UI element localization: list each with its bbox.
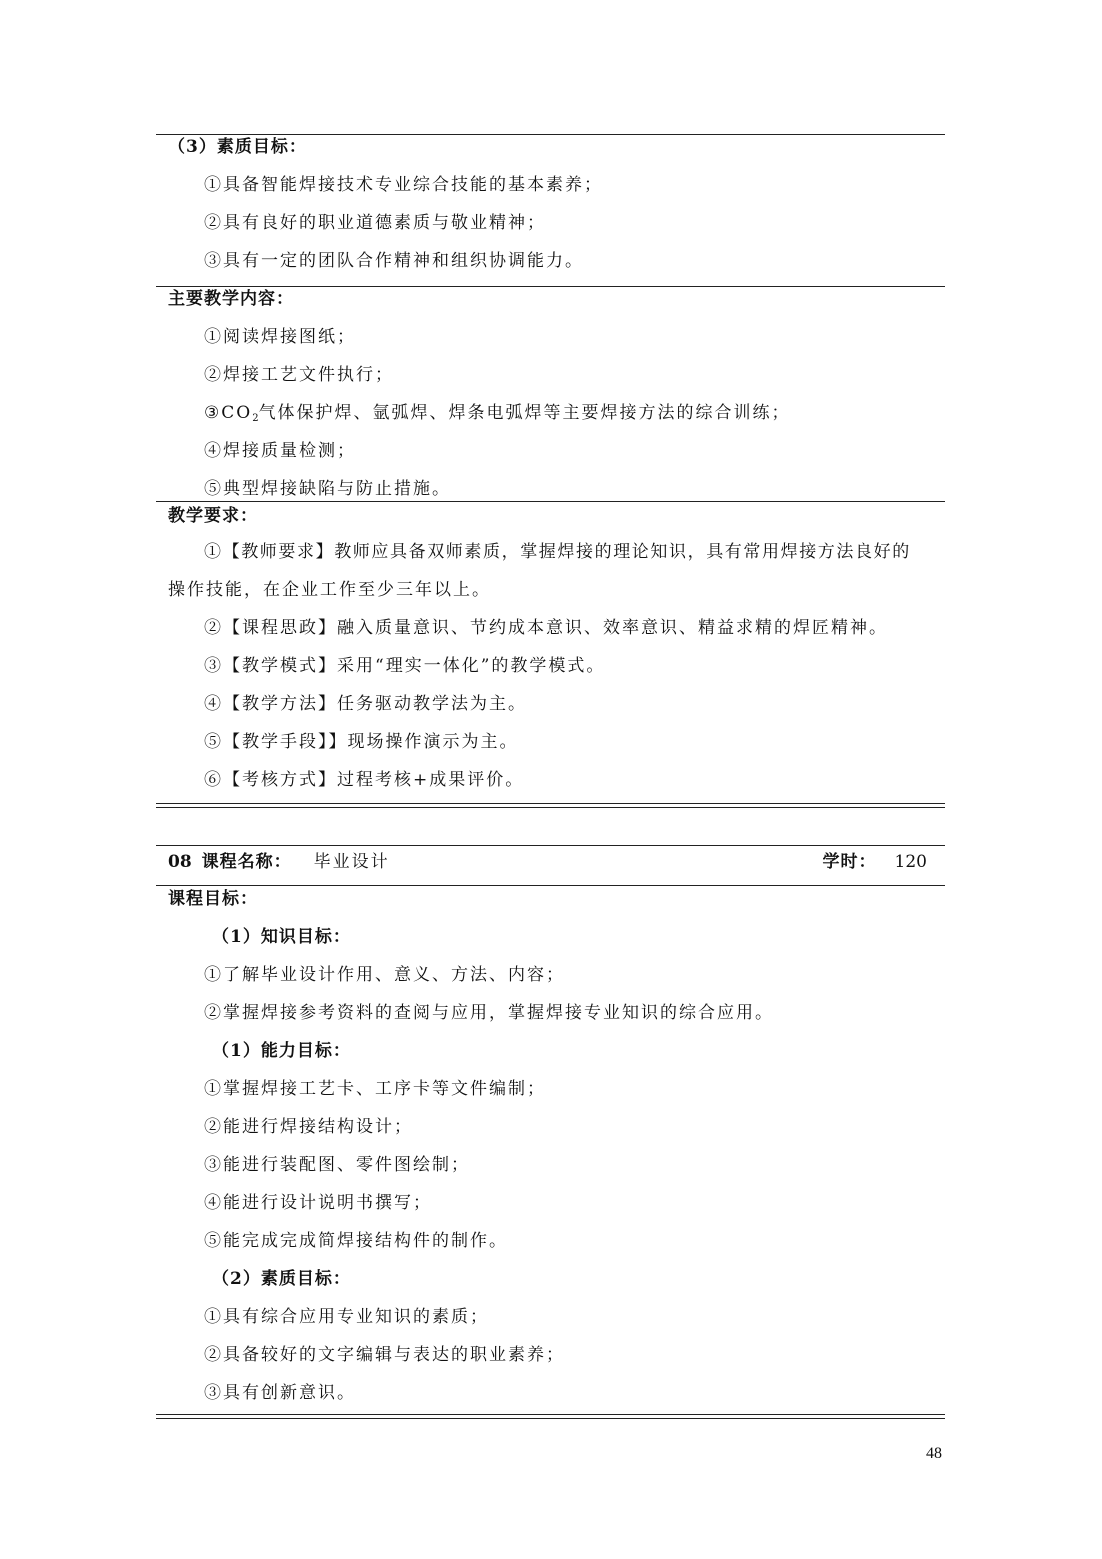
course-name-label: 课程名称：	[201, 852, 292, 872]
page-number: 48	[926, 1445, 942, 1462]
teaching-content-item: ④焊接质量检测；	[204, 441, 356, 461]
quality-goals-heading: （2）素质目标：	[212, 1269, 351, 1289]
teaching-content-item	[156, 394, 945, 432]
quality-goal-item: ②具有良好的职业道德素质与敬业精神；	[204, 213, 546, 233]
course-number: 08	[168, 852, 192, 872]
ability-goal-item: ④能进行设计说明书撰写；	[204, 1193, 432, 1213]
quality-goal-item: ①具备智能焊接技术专业综合技能的基本素养；	[204, 175, 603, 195]
requirement-item: ①【教师要求】教师应具备双师素质，掌握焊接的理论知识，具有常用焊接方法良好的	[204, 542, 911, 562]
teaching-requirements-heading: 教学要求：	[168, 506, 258, 526]
ability-goal-item: ②能进行焊接结构设计；	[204, 1117, 413, 1137]
knowledge-goal-item: ①了解毕业设计作用、意义、方法、内容；	[204, 965, 565, 985]
course-header	[156, 843, 945, 881]
ability-goal-item: ①掌握焊接工艺卡、工序卡等文件编制；	[204, 1079, 546, 1099]
quality-goal-item: ②具备较好的文字编辑与表达的职业素养；	[204, 1345, 565, 1365]
co2-rest: 气体保护焊、氩弧焊、焊条电弧焊等主要焊接方法的综合训练；	[258, 403, 791, 423]
co2-subscript: 2	[252, 413, 259, 424]
requirement-item: ⑤【教学手段】】现场操作演示为主。	[204, 732, 519, 752]
ability-goals-heading: （1）能力目标：	[212, 1041, 351, 1061]
knowledge-goal-item: ②掌握焊接参考资料的查阅与应用，掌握焊接专业知识的综合应用。	[204, 1003, 774, 1023]
teaching-content-heading: 主要教学内容：	[168, 289, 294, 309]
course-goals-heading: 课程目标：	[168, 889, 258, 909]
quality-goal-item: ③具有创新意识。	[204, 1383, 356, 1403]
requirement-item: ③【教学模式】采用“理实一体化”的教学模式。	[204, 656, 606, 676]
requirement-item: ②【课程思政】融入质量意识、节约成本意识、效率意识、精益求精的焊匠精神。	[204, 618, 888, 638]
table-border-bottom	[156, 803, 945, 808]
teaching-content-item: ⑤典型焊接缺陷与防止措施。	[204, 479, 451, 499]
ability-goal-item: ③能进行装配图、零件图绘制；	[204, 1155, 470, 1175]
teaching-content-item: ②焊接工艺文件执行；	[204, 365, 394, 385]
ability-goal-item: ⑤能完成完成简焊接结构件的制作。	[204, 1231, 508, 1251]
requirement-item-continued: 操作技能，在企业工作至少三年以上。	[168, 580, 491, 600]
hours-value: 120	[894, 852, 927, 872]
requirement-item: ④【教学方法】任务驱动教学法为主。	[204, 694, 527, 714]
hours-label: 学时：	[822, 852, 877, 872]
teaching-content-item: ①阅读焊接图纸；	[204, 327, 356, 347]
course-hours	[823, 843, 927, 881]
quality-goal-item: ③具有一定的团队合作精神和组织协调能力。	[204, 251, 584, 271]
co2-prefix: ③CO	[204, 403, 253, 423]
quality-goal-item: ①具有综合应用专业知识的素质；	[204, 1307, 489, 1327]
course-name-value: 毕业设计	[313, 852, 390, 872]
requirement-item: ⑥【考核方式】过程考核+成果评价。	[204, 770, 525, 790]
knowledge-goals-heading: （1）知识目标：	[212, 927, 351, 947]
quality-goals-heading: （3）素质目标：	[168, 137, 307, 157]
course-header-row	[156, 843, 945, 883]
table-border-bottom	[156, 1414, 945, 1419]
